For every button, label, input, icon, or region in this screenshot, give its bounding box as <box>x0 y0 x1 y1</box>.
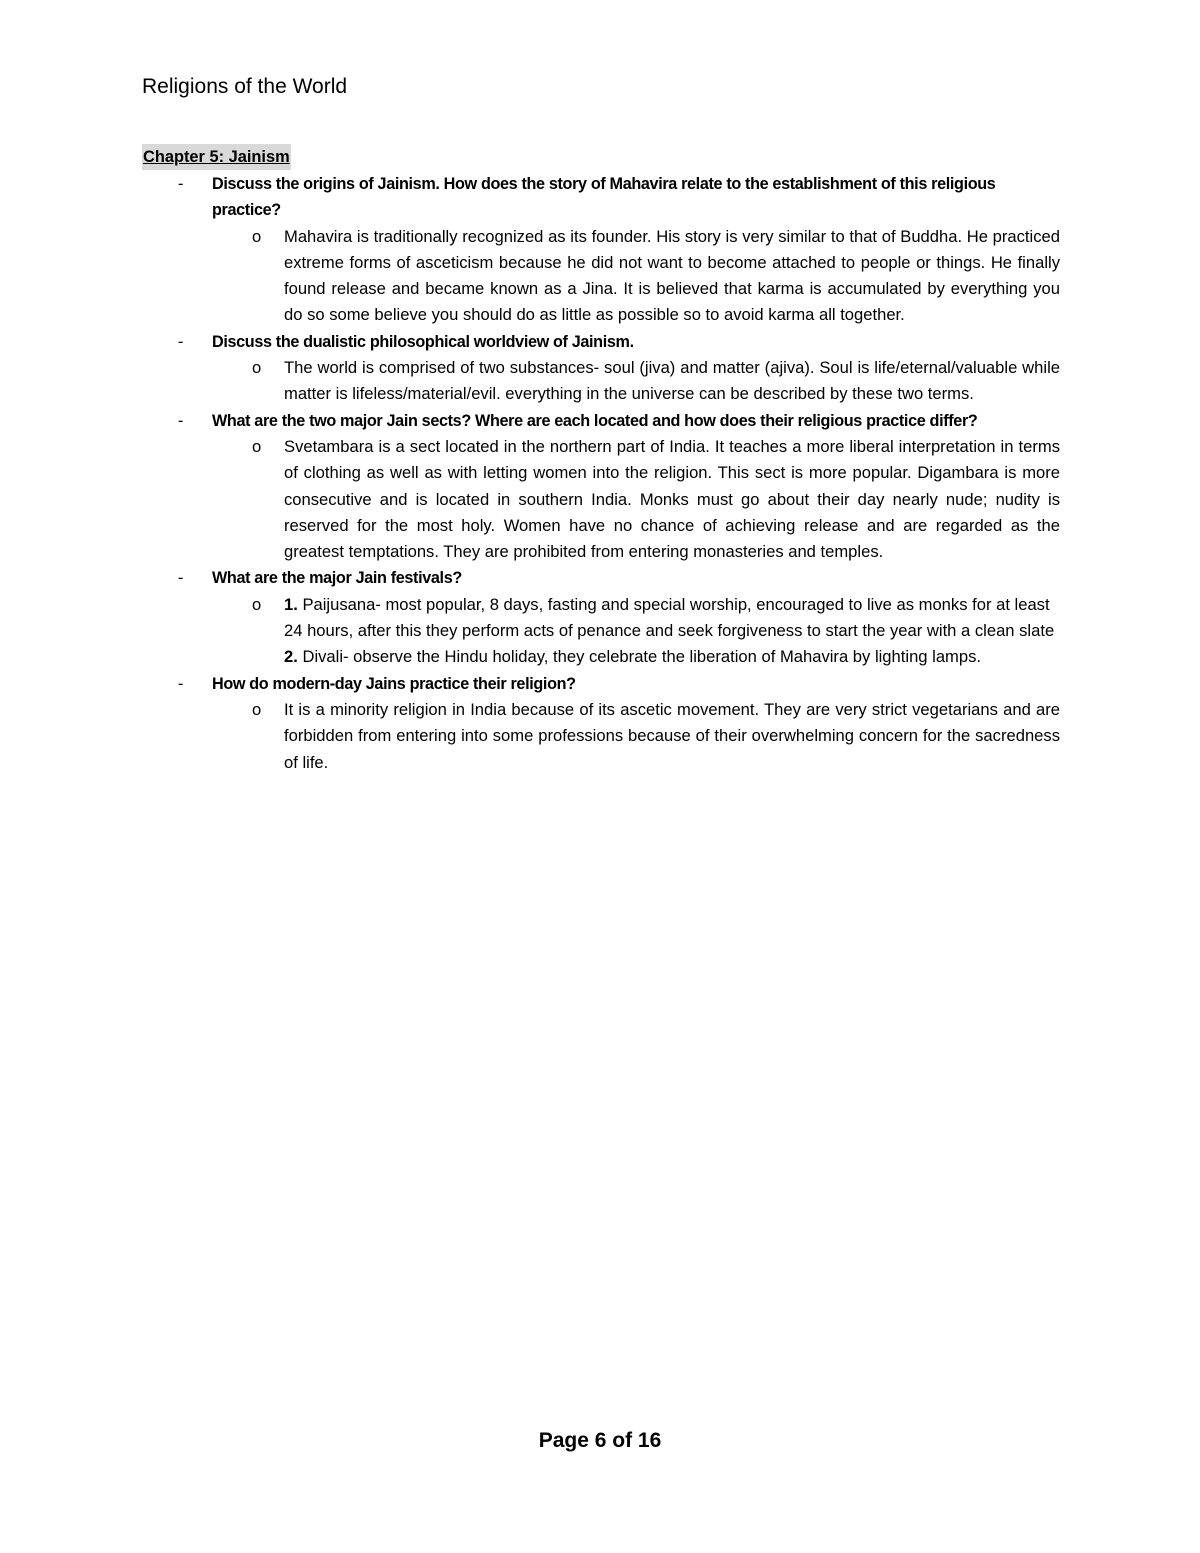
chapter-title: Chapter 5: Jainism <box>142 144 291 170</box>
circle-bullet: o <box>252 699 262 719</box>
answer-text: It is a minority religion in India because of its ascetic movement. They are very strict vegetarians and are forbidden from entering into some professions because of their overwhelming concern for the sacredness of life. <box>284 699 1060 772</box>
circle-bullet: o <box>252 594 262 614</box>
page-number: Page 6 of 16 <box>538 1429 662 1452</box>
circle-bullet: o <box>252 358 262 378</box>
question-jain-festivals <box>142 565 1060 591</box>
answer-dualistic-worldview <box>142 355 1060 408</box>
dash-bullet: - <box>178 175 184 193</box>
dash-bullet: - <box>178 674 184 693</box>
festival-item <box>284 592 1060 645</box>
question-text: How do modern-day Jains practice their religion? <box>212 674 576 693</box>
answer-text: The world is comprised of two substances- soul (jiva) and matter (ajiva). Soul is life/eternal/valuable while matter is lifeless/material/evil. everything in the universe can be described by these two terms. <box>284 358 1060 404</box>
circle-bullet: o <box>252 226 262 246</box>
dash-bullet: - <box>178 411 184 430</box>
question-text: Discuss the origins of Jainism. How does the story of Mahavira relate to the establishment of this religious practice? <box>212 175 996 220</box>
answer-origins <box>142 224 1060 329</box>
question-dualistic-worldview <box>142 329 1060 355</box>
question-text: What are the two major Jain sects? Where are each located and how does their religious practice differ? <box>212 411 978 430</box>
dash-bullet: - <box>178 332 184 351</box>
document-header: Religions of the World <box>142 75 348 98</box>
answer-jain-sects <box>142 434 1060 565</box>
question-modern-practice <box>142 671 1060 697</box>
festival-number: 1. <box>284 594 298 614</box>
dash-bullet: - <box>178 569 184 588</box>
circle-bullet: o <box>252 436 262 456</box>
question-jain-sects <box>142 408 1060 434</box>
answer-text: Mahavira is traditionally recognized as its founder. His story is very similar to that of Buddha. He practiced extreme forms of asceticism because he did not want to become attached to people or things. He finally found release and became known as a Jina. It is believed that karma is accumulated by everything you do so some believe you should do as little as possible so to avoid karma all together. <box>284 226 1060 325</box>
festival-item <box>284 644 1060 670</box>
festival-text: Divali- observe the Hindu holiday, they celebrate the liberation of Mahavira by lighting lamps. <box>297 647 982 667</box>
answer-jain-festivals <box>142 592 1060 671</box>
document-body <box>142 144 1060 776</box>
answer-text: Svetambara is a sect located in the northern part of India. It teaches a more liberal interpretation in terms of clothing as well as with letting women into the religion. This sect is more popular. Digambara is more consecutive and is located in southern India. Monks must go about their day nearly nude; nudity is reserved for the most holy. Women have no chance of achieving release and are regarded as the greatest temptations. They are prohibited from entering monasteries and temples. <box>284 436 1060 562</box>
question-text: What are the major Jain festivals? <box>212 569 462 588</box>
festival-text: Paijusana- most popular, 8 days, fasting and special worship, encouraged to live as monks for at least 24 hours, after this they perform acts of penance and seek forgiveness to start the year with a clean slate <box>284 594 1055 641</box>
question-text: Discuss the dualistic philosophical worldview of Jainism. <box>212 332 634 351</box>
question-origins <box>142 171 1060 224</box>
festival-number: 2. <box>284 647 298 667</box>
answer-modern-practice <box>142 697 1060 776</box>
